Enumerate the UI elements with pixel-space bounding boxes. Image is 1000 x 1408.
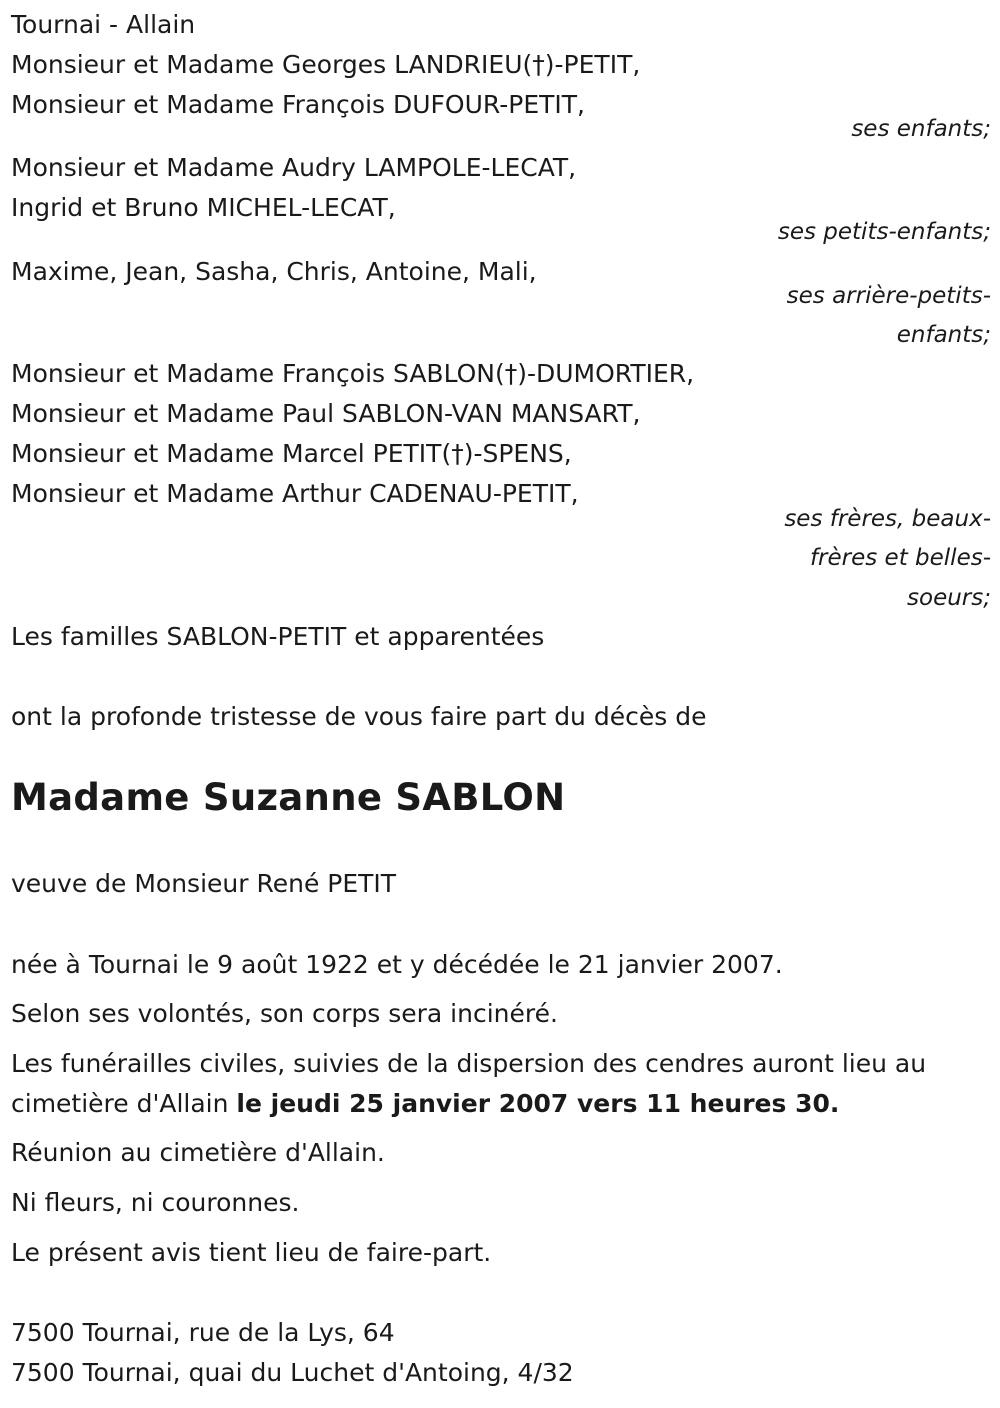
flowers-line: Ni fleurs, ni couronnes. [11, 1188, 300, 1217]
address-2: 7500 Tournai, quai du Luchet d'Antoing, 4/32 [11, 1358, 574, 1387]
born-died-line: née à Tournai le 9 août 1922 et y décédée le 21 janvier 2007. [11, 950, 783, 979]
siblings-line-1: Monsieur et Madame François SABLON(†)-DUMORTIER, [11, 359, 695, 388]
children-role: ses enfants; [851, 116, 991, 142]
families-line: Les familles SABLON-PETIT et apparentées [11, 622, 545, 651]
deceased-name: Madame Suzanne SABLON [11, 776, 566, 819]
funeral-line-2 [11, 1089, 839, 1119]
siblings-line-2: Monsieur et Madame Paul SABLON-VAN MANSART, [11, 399, 641, 428]
address-1: 7500 Tournai, rue de la Lys, 64 [11, 1318, 395, 1347]
funeral-line-1: Les funérailles civiles, suivies de la dispersion des cendres auront lieu au [11, 1049, 927, 1078]
children-line-1: Monsieur et Madame Georges LANDRIEU(†)-PETIT, [11, 50, 641, 79]
grandchildren-line-1: Monsieur et Madame Audry LAMPOLE-LECAT, [11, 153, 577, 182]
siblings-line-4: Monsieur et Madame Arthur CADENAU-PETIT, [11, 479, 579, 508]
great-grandchildren-role-1: ses arrière-petits- [786, 283, 991, 309]
grandchildren-role: ses petits-enfants; [777, 219, 991, 245]
funeral-place: cimetière d'Allain [11, 1089, 229, 1118]
announcement-line: ont la profonde tristesse de vous faire part du décès de [11, 702, 707, 731]
siblings-role-2: frères et belles- [809, 545, 991, 571]
siblings-role-3: soeurs; [907, 585, 991, 611]
widow-of-line: veuve de Monsieur René PETIT [11, 869, 397, 898]
grandchildren-line-2: Ingrid et Bruno MICHEL-LECAT, [11, 193, 396, 222]
meeting-line: Réunion au cimetière d'Allain. [11, 1138, 385, 1167]
location-header: Tournai - Allain [11, 10, 196, 39]
children-line-2: Monsieur et Madame François DUFOUR-PETIT, [11, 90, 585, 119]
siblings-role-1: ses frères, beaux- [784, 506, 991, 532]
funeral-date-time: le jeudi 25 janvier 2007 vers 11 heures 30. [236, 1089, 840, 1118]
siblings-line-3: Monsieur et Madame Marcel PETIT(†)-SPENS, [11, 439, 572, 468]
notice-line: Le présent avis tient lieu de faire-part. [11, 1238, 492, 1267]
wishes-line: Selon ses volontés, son corps sera incinéré. [11, 999, 558, 1028]
great-grandchildren-line: Maxime, Jean, Sasha, Chris, Antoine, Mali, [11, 257, 537, 286]
great-grandchildren-role-2: enfants; [896, 322, 991, 348]
